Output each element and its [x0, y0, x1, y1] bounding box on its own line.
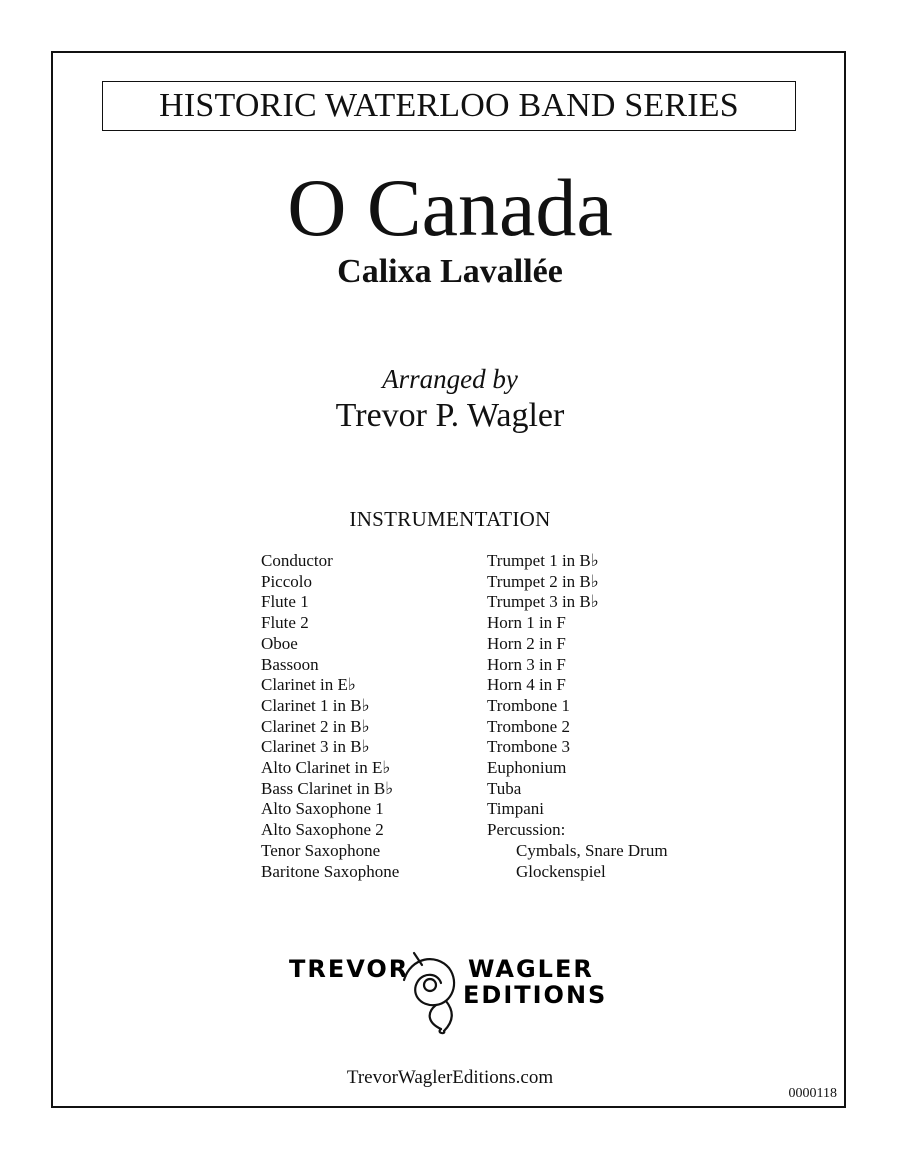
arranged-by-label: Arranged by: [382, 364, 518, 394]
logo-word-editions: EDITIONS: [463, 981, 608, 1009]
publisher-logo: [286, 935, 616, 1035]
instrument-item: Horn 3 in F: [487, 654, 566, 674]
page-title: O Canada: [287, 162, 613, 253]
instrument-item: Trombone 3: [487, 737, 570, 757]
instrument-item: Horn 1 in F: [487, 613, 566, 633]
instrument-item: Piccolo: [261, 571, 312, 591]
instrument-item: Trumpet 3 in B♭: [487, 592, 599, 612]
series-title: HISTORIC WATERLOO BAND SERIES: [102, 81, 796, 131]
instrument-item: Clarinet 2 in B♭: [261, 716, 370, 736]
instrument-item: Alto Clarinet in E♭: [261, 758, 391, 778]
instrument-item: Clarinet in E♭: [261, 675, 356, 695]
instrument-item: Oboe: [261, 633, 298, 653]
percussion-label: Percussion:: [487, 820, 566, 840]
french-horn-icon: [404, 953, 454, 1033]
instrument-item: Flute 1: [261, 592, 309, 612]
logo-word-wagler: WAGLER: [468, 955, 594, 983]
instrument-item: Trombone 2: [487, 716, 570, 736]
instrument-item: Clarinet 1 in B♭: [261, 695, 370, 715]
instrument-item: Alto Saxophone 2: [261, 820, 384, 840]
instrument-item: Horn 2 in F: [487, 633, 566, 653]
instrument-item: Euphonium: [487, 758, 567, 778]
instrumentation-heading: INSTRUMENTATION: [349, 507, 551, 531]
instrument-item: Trombone 1: [487, 695, 570, 715]
instrument-item: Tuba: [487, 778, 522, 798]
instrument-list-right: [487, 551, 668, 882]
catalog-number: 0000118: [788, 1086, 837, 1101]
instrument-item: Timpani: [487, 799, 545, 819]
instrument-item: Bass Clarinet in B♭: [261, 778, 394, 798]
percussion-item: Cymbals, Snare Drum: [516, 840, 668, 860]
instrument-item: Baritone Saxophone: [261, 861, 400, 881]
instrument-item: Horn 4 in F: [487, 675, 566, 695]
instrument-item: Bassoon: [261, 654, 319, 674]
instrument-item: Trumpet 2 in B♭: [487, 571, 599, 591]
logo-word-trevor: TREVOR: [289, 955, 410, 983]
percussion-item: Glockenspiel: [516, 861, 606, 881]
instrument-item: Tenor Saxophone: [261, 840, 381, 860]
instrument-item: Flute 2: [261, 613, 309, 633]
composer-name: Calixa Lavallée: [337, 253, 563, 290]
instrument-item: Clarinet 3 in B♭: [261, 737, 370, 757]
instrument-list-left: [261, 551, 399, 882]
instrument-item: Alto Saxophone 1: [261, 799, 384, 819]
publisher-website: TrevorWaglerEditions.com: [346, 1067, 554, 1088]
arranger-name: Trevor P. Wagler: [335, 397, 565, 434]
instrument-item: Conductor: [261, 551, 333, 570]
instrument-item: Trumpet 1 in B♭: [487, 551, 599, 570]
